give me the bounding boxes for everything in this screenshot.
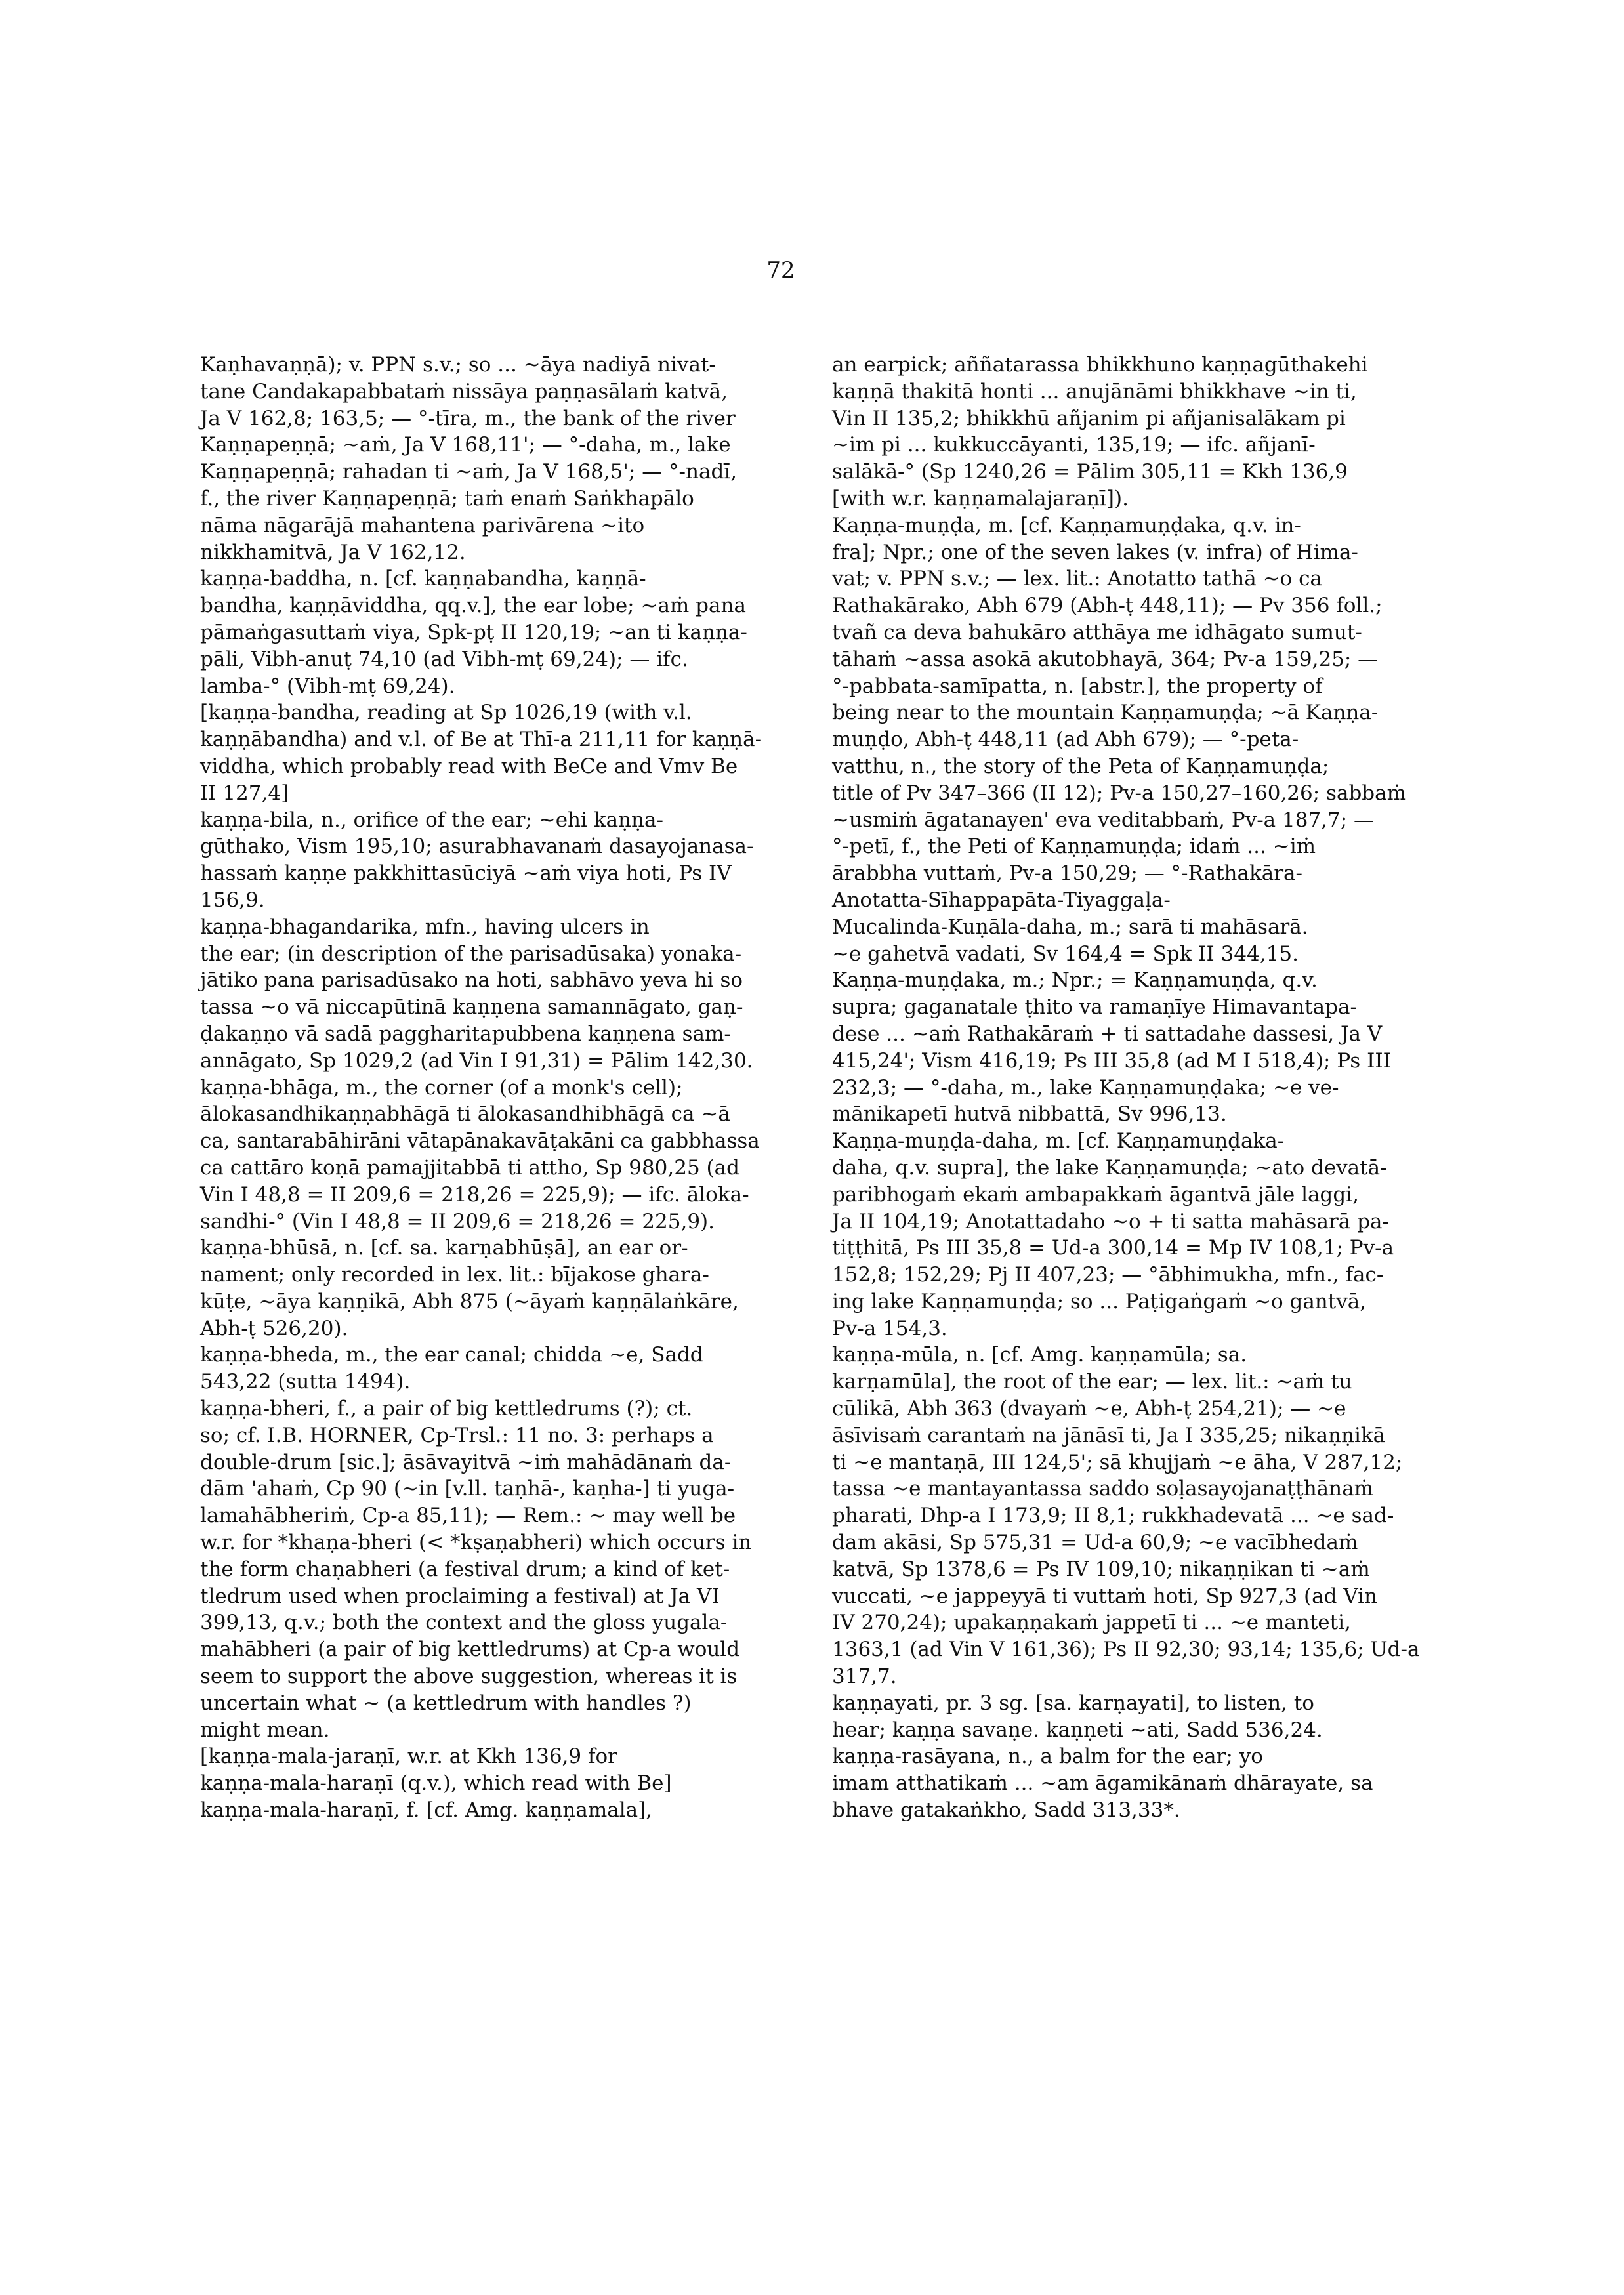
text-line: muṇḍo, Abh-ṭ 448,11 (ad Abh 679); — °-peta-	[832, 728, 1299, 752]
text-line: kaṇṇa-bheri, f., a pair of big kettledrums (?); ct.	[200, 1397, 693, 1421]
text-line: ing lake Kaṇṇamuṇḍa; so ... Paṭigaṅgaṁ ~o gantvā,	[832, 1289, 1367, 1313]
text-line: kaṇṇā thakitā honti ... anujānāmi bhikkhave ~in ti,	[832, 379, 1357, 403]
text-line: vat; v. PPN s.v.; — lex. lit.: Anotatto tathā ~o ca	[832, 567, 1322, 591]
text-line: Abh-ṭ 526,20).	[200, 1316, 348, 1340]
text-line: kaṇṇa-bhūsā, n. [cf. sa. karṇabhūṣā], an ear or-	[200, 1236, 688, 1260]
left-column	[200, 352, 873, 1824]
text-line: uncertain what ~ (a kettledrum with handles ?)	[200, 1691, 692, 1715]
text-line: nament; only recorded in lex. lit.: bījakose ghara-	[200, 1263, 709, 1287]
text-line: Kaṇṇa-muṇḍa-daha, m. [cf. Kaṇṇamuṇḍaka-	[832, 1129, 1285, 1153]
text-line: nāma nāgarājā mahantena parivārena ~ito	[200, 513, 645, 537]
text-line: [kaṇṇa-mala-jaraṇī, w.r. at Kkh 136,9 for	[200, 1745, 617, 1769]
text-line: tassa ~o vā niccapūtinā kaṇṇena samannāgato, gaṇ-	[200, 995, 743, 1020]
text-line: the ear; (in description of the parisadūsaka) yonaka-	[200, 941, 742, 966]
page-number: 72	[766, 257, 795, 283]
text-line: ca cattāro koṇā pamajjitabbā ti attho, Sp 980,25 (ad	[200, 1155, 739, 1180]
text-line: salākā-° (Sp 1240,26 = Pālim 305,11 = Kkh 136,9	[832, 460, 1348, 484]
text-line: 152,8; 152,29; Pj II 407,23; — °ābhimukha, mfn., fac-	[832, 1263, 1384, 1287]
text-line: tiṭṭhitā, Ps III 35,8 = Ud-a 300,14 = Mp IV 108,1; Pv-a	[832, 1236, 1394, 1260]
text-line: 1363,1 (ad Vin V 161,36); Ps II 92,30; 93,14; 135,6; Ud-a	[832, 1638, 1420, 1662]
text-line: Mucalinda-Kuṇāla-daha, m.; sarā ti mahāsarā.	[832, 915, 1308, 939]
text-line: seem to support the above suggestion, whereas it is	[200, 1664, 738, 1689]
text-line: [kaṇṇa-bandha, reading at Sp 1026,19 (with v.l.	[200, 701, 692, 725]
text-line: daha, q.v. supra], the lake Kaṇṇamuṇḍa; ~ato devatā-	[832, 1155, 1387, 1180]
text-line: ḍakaṇṇo vā sadā paggharitapubbena kaṇṇena sam-	[200, 1022, 731, 1046]
text-line: karṇamūla], the root of the ear; — lex. lit.: ~aṁ tu	[832, 1370, 1352, 1394]
text-line: jātiko pana parisadūsako na hoti, sabhāvo yeva hi so	[200, 968, 743, 993]
text-line: ālokasandhikaṇṇabhāgā ti ālokasandhibhāgā ca ~ā	[200, 1102, 730, 1127]
text-line: kaṇṇa-baddha, n. [cf. kaṇṇabandha, kaṇṇā-	[200, 567, 646, 591]
text-line: kaṇṇa-mala-haraṇī, f. [cf. Amg. kaṇṇamala],	[200, 1798, 653, 1823]
text-line: cūlikā, Abh 363 (dvayaṁ ~e, Abh-ṭ 254,21); — ~e	[832, 1397, 1346, 1421]
text-line: being near to the mountain Kaṇṇamuṇḍa; ~ā Kaṇṇa-	[832, 701, 1379, 725]
text-line: hear; kaṇṇa savaṇe. kaṇṇeti ~ati, Sadd 536,24.	[832, 1718, 1323, 1742]
text-line: 317,7.	[832, 1664, 897, 1689]
text-line: double-drum [sic.]; āsāvayitvā ~iṁ mahādānaṁ da-	[200, 1450, 732, 1474]
text-line: Kaṇṇapeṇṇā; ~aṁ, Ja V 168,11'; — °-daha, m., lake	[200, 433, 731, 457]
text-line: II 127,4]	[200, 781, 289, 805]
text-line: the form chaṇabheri (a festival drum; a kind of ket-	[200, 1557, 730, 1581]
text-line: mahābheri (a pair of big kettledrums) at Cp-a would	[200, 1638, 740, 1662]
text-line: kaṇṇa-bhāga, m., the corner (of a monk's cell);	[200, 1075, 683, 1100]
text-line: Kaṇhavaṇṇā); v. PPN s.v.; so ... ~āya nadiyā nivat-	[200, 353, 716, 377]
text-line: lamahābheriṁ, Cp-a 85,11); — Rem.: ~ may well be	[200, 1504, 736, 1528]
text-line: Ja V 162,8; 163,5; — °-tīra, m., the bank of the river	[200, 406, 736, 430]
text-line: 415,24'; Vism 416,19; Ps III 35,8 (ad M I 518,4); Ps III	[832, 1048, 1391, 1073]
text-line: Kaṇṇa-muṇḍaka, m.; Npr.; = Kaṇṇamuṇḍa, q.v.	[832, 968, 1318, 993]
text-line: dam akāsi, Sp 575,31 = Ud-a 60,9; ~e vacībhedaṁ	[832, 1531, 1358, 1555]
text-line: 543,22 (sutta 1494).	[200, 1370, 411, 1394]
text-line: Kaṇṇa-muṇḍa, m. [cf. Kaṇṇamuṇḍaka, q.v. in-	[832, 513, 1301, 537]
text-line: title of Pv 347–366 (II 12); Pv-a 150,27–160,26; sabbaṁ	[832, 781, 1407, 805]
text-line: tassa ~e mantayantassa saddo soḷasayojanaṭṭhānaṁ	[832, 1477, 1373, 1501]
text-line: °-petī, f., the Peti of Kaṇṇamuṇḍa; idaṁ ... ~iṁ	[832, 835, 1316, 859]
text-line: kaṇṇābandha) and v.l. of Be at Thī-a 211,11 for kaṇṇā-	[200, 728, 762, 752]
text-line: kūṭe, ~āya kaṇṇikā, Abh 875 (~āyaṁ kaṇṇālaṅkāre,	[200, 1289, 739, 1313]
text-line: 399,13, q.v.; both the context and the gloss yugala-	[200, 1611, 728, 1635]
text-line: Anotatta-Sīhappapāta-Tiyaggaḷa-	[832, 888, 1171, 912]
text-line: sandhi-° (Vin I 48,8 = II 209,6 = 218,26 = 225,9).	[200, 1209, 715, 1233]
text-line: nikkhamitvā, Ja V 162,12.	[200, 540, 466, 564]
text-line: 156,9.	[200, 888, 265, 912]
text-line: katvā, Sp 1378,6 = Ps IV 109,10; nikaṇṇikan ti ~aṁ	[832, 1557, 1370, 1581]
text-line: fra]; Npr.; one of the seven lakes (v. infra) of Hima-	[832, 540, 1358, 564]
text-line: ~im pi ... kukkuccāyanti, 135,19; — ifc. añjanī-	[832, 433, 1316, 457]
text-line: supra; gaganatale ṭhito va ramaṇīye Himavantapa-	[832, 995, 1357, 1020]
text-line: tvañ ca deva bahukāro atthāya me idhāgato sumut-	[832, 620, 1362, 644]
text-line: ca, santarabāhirāni vātapānakavāṭakāni ca gabbhassa	[200, 1129, 760, 1153]
text-line: [with w.r. kaṇṇamalajaraṇī]).	[832, 486, 1129, 510]
text-line: kaṇṇa-bhagandarika, mfn., having ulcers in	[200, 915, 650, 939]
text-line: °-pabbata-samīpatta, n. [abstr.], the property of	[832, 674, 1323, 698]
text-line: mānikapetī hutvā nibbattā, Sv 996,13.	[832, 1102, 1227, 1127]
text-line: lamba-° (Vibh-mṭ 69,24).	[200, 674, 455, 698]
text-line: pharati, Dhp-a I 173,9; II 8,1; rukkhadevatā ... ~e sad-	[832, 1504, 1394, 1528]
text-line: kaṇṇa-bila, n., orifice of the ear; ~ehi kaṇṇa-	[200, 808, 663, 832]
text-line: kaṇṇa-rasāyana, n., a balm for the ear; yo	[832, 1745, 1263, 1769]
right-column	[832, 352, 1505, 1824]
text-line: IV 270,24); upakaṇṇakaṁ jappetī ti ... ~e manteti,	[832, 1611, 1351, 1635]
text-line: tledrum used when proclaiming a festival) at Ja VI	[200, 1584, 720, 1608]
text-line: ti ~e mantaṇā, III 124,5'; sā khujjaṁ ~e āha, V 287,12;	[832, 1450, 1403, 1474]
text-line: pāmaṅgasuttaṁ viya, Spk-pṭ II 120,19; ~an ti kaṇṇa-	[200, 620, 747, 644]
text-line: pāli, Vibh-anuṭ 74,10 (ad Vibh-mṭ 69,24); — ifc.	[200, 647, 688, 671]
text-line: f., the river Kaṇṇapeṇṇā; taṁ enaṁ Saṅkhapālo	[200, 486, 694, 510]
text-line: ~usmiṁ āgatanayen' eva veditabbaṁ, Pv-a 187,7; —	[832, 808, 1375, 832]
text-line: hassaṁ kaṇṇe pakkhittasūciyā ~aṁ viya hoti, Ps IV	[200, 861, 732, 886]
text-line: kaṇṇa-mūla, n. [cf. Amg. kaṇṇamūla; sa.	[832, 1343, 1247, 1367]
text-line: gūthako, Vism 195,10; asurabhavanaṁ dasayojanasa-	[200, 835, 754, 859]
text-line: Vin I 48,8 = II 209,6 = 218,26 = 225,9); — ifc. āloka-	[200, 1182, 749, 1207]
text-line: kaṇṇayati, pr. 3 sg. [sa. karṇayati], to listen, to	[832, 1691, 1314, 1715]
text-line: so; cf. I.B. HORNER, Cp-Trsl.: 11 no. 3: perhaps a	[200, 1423, 714, 1447]
text-line: viddha, which probably read with BeCe and Vmv Be	[200, 754, 738, 778]
text-line: bandha, kaṇṇāviddha, qq.v.], the ear lobe; ~aṁ pana	[200, 594, 746, 618]
text-line: kaṇṇa-bheda, m., the ear canal; chidda ~e, Sadd	[200, 1343, 703, 1367]
text-line: Rathakārako, Abh 679 (Abh-ṭ 448,11); — Pv 356 foll.;	[832, 594, 1383, 618]
text-line: dese ... ~aṁ Rathakāraṁ + ti sattadahe dassesi, Ja V	[832, 1022, 1383, 1046]
text-line: bhave gatakaṅkho, Sadd 313,33*.	[832, 1798, 1180, 1823]
text-line: Kaṇṇapeṇṇā; rahadan ti ~aṁ, Ja V 168,5'; — °-nadī,	[200, 460, 738, 484]
text-line: might mean.	[200, 1718, 330, 1742]
text-line: dām 'ahaṁ, Cp 90 (~in [v.ll. taṇhā-, kaṇha-] ti yuga-	[200, 1477, 735, 1501]
text-line: paribhogaṁ ekaṁ ambapakkaṁ āgantvā jāle laggi,	[832, 1182, 1359, 1207]
text-line: ~e gahetvā vadati, Sv 164,4 = Spk II 344,15.	[832, 941, 1299, 966]
text-line: annāgato, Sp 1029,2 (ad Vin I 91,31) = Pālim 142,30.	[200, 1048, 753, 1073]
text-line: Vin II 135,2; bhikkhū añjanim pi añjanisalākam pi	[832, 406, 1346, 430]
text-line: vuccati, ~e jappeyyā ti vuttaṁ hoti, Sp 927,3 (ad Vin	[832, 1584, 1378, 1608]
text-line: imam atthatikaṁ ... ~am āgamikānaṁ dhārayate, sa	[832, 1771, 1373, 1796]
text-line: ārabbha vuttaṁ, Pv-a 150,29; — °-Rathakāra-	[832, 861, 1303, 886]
text-line: 232,3; — °-daha, m., lake Kaṇṇamuṇḍaka; ~e ve-	[832, 1075, 1339, 1100]
text-line: an earpick; aññatarassa bhikkhuno kaṇṇagūthakehi	[832, 353, 1368, 377]
text-line: tane Candakapabbataṁ nissāya paṇṇasālaṁ katvā,	[200, 379, 728, 403]
text-line: Pv-a 154,3.	[832, 1316, 947, 1340]
text-line: Ja II 104,19; Anotattadaho ~o + ti satta mahāsarā pa-	[832, 1209, 1389, 1233]
text-line: tāhaṁ ~assa asokā akutobhayā, 364; Pv-a 159,25; —	[832, 647, 1379, 671]
text-line: āsīvisaṁ carantaṁ na jānāsī ti, Ja I 335,25; nikaṇṇikā	[832, 1423, 1386, 1447]
text-line: kaṇṇa-mala-haraṇī (q.v.), which read with Be]	[200, 1771, 672, 1796]
text-line: w.r. for *khaṇa-bheri (< *kṣaṇabheri) which occurs in	[200, 1531, 752, 1555]
text-line: vatthu, n., the story of the Peta of Kaṇṇamuṇḍa;	[832, 754, 1329, 778]
